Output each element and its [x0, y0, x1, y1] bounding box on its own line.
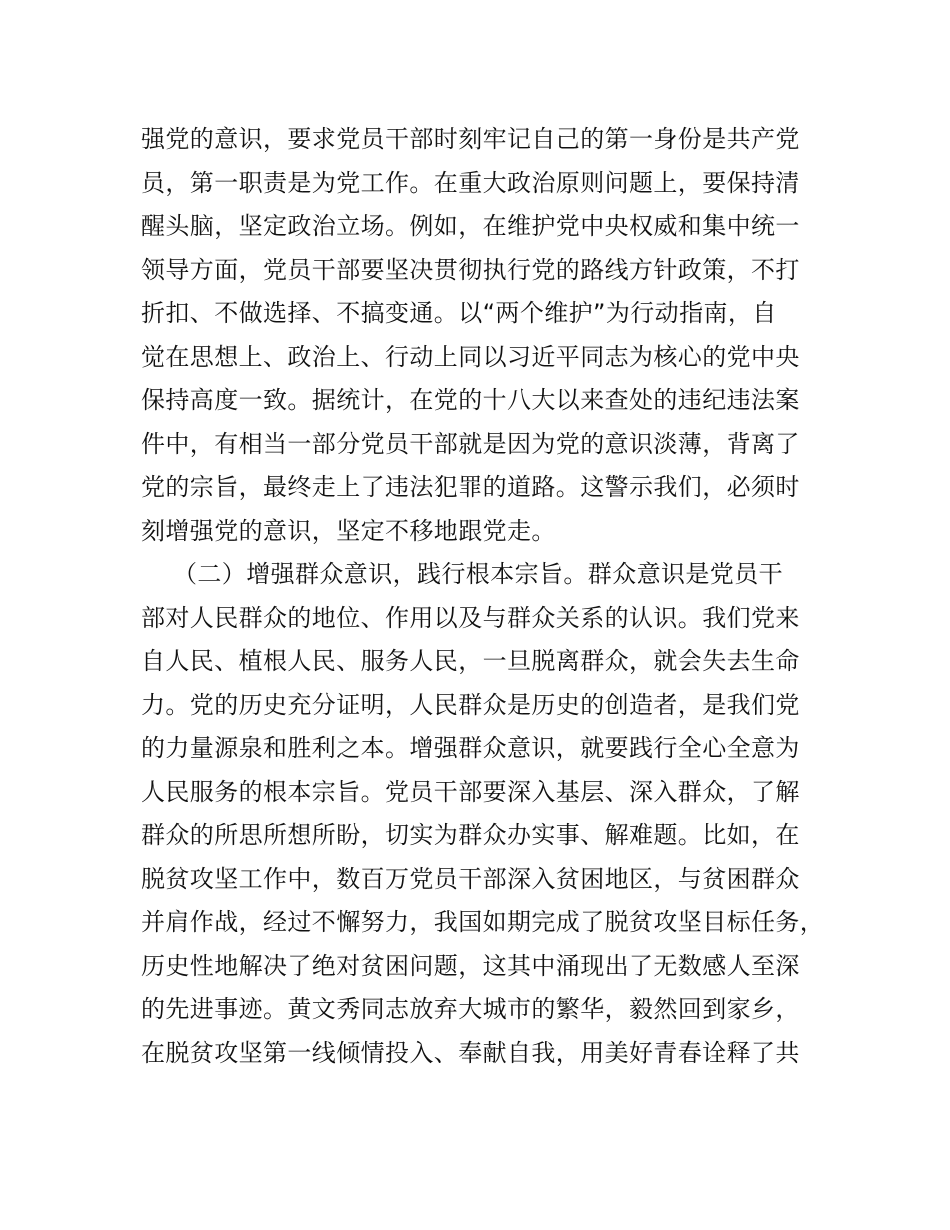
- text-line: 在脱贫攻坚第一线倾情投入、奉献自我，用美好青春诠释了共: [141, 1038, 800, 1067]
- text-line: 保持高度一致。据统计，在党的十八大以来查处的违纪违法案: [141, 386, 800, 414]
- text-line: 强党的意识，要求党员干部时刻牢记自己的第一身份是共产党: [141, 125, 800, 153]
- text-line: 部对人民群众的地位、作用以及与群众关系的认识。我们党来: [141, 603, 800, 632]
- document-body: [141, 118, 841, 1075]
- text-line: 的力量源泉和胜利之本。增强群众意识，就要践行全心全意为: [141, 734, 800, 762]
- section-heading-line: （二）增强群众意识，践行根本宗旨。群众意识是党员干: [173, 560, 783, 588]
- text-line: 力。党的历史充分证明，人民群众是历史的创造者，是我们党: [141, 690, 800, 719]
- text-line: 折扣、不做选择、不搞变通。以“两个维护”为行动指南，自: [141, 299, 777, 327]
- text-line: 件中，有相当一部分党员干部就是因为党的意识淡薄，背离了: [141, 429, 800, 458]
- text-line: 历史性地解决了绝对贫困问题，这其中涌现出了无数感人至深: [141, 951, 800, 980]
- text-line: 的先进事迹。黄文秀同志放弃大城市的繁华，毅然回到家乡，: [141, 995, 800, 1023]
- text-line: 人民服务的根本宗旨。党员干部要深入基层、深入群众，了解: [141, 777, 800, 806]
- text-line: 醒头脑，坚定政治立场。例如，在维护党中央权威和集中统一: [141, 212, 800, 240]
- text-line: 自人民、植根人民、服务人民，一旦脱离群众，就会失去生命: [141, 647, 800, 675]
- text-line: 脱贫攻坚工作中，数百万党员干部深入贫困地区，与贫困群众: [141, 864, 800, 893]
- text-line: 并肩作战，经过不懈努力，我国如期完成了脱贫攻坚目标任务，: [141, 908, 825, 936]
- text-line: 党的宗旨，最终走上了违法犯罪的道路。这警示我们，必须时: [141, 473, 800, 501]
- text-line: 觉在思想上、政治上、行动上同以习近平同志为核心的党中央: [141, 342, 800, 371]
- text-line: 领导方面，党员干部要坚决贯彻执行党的路线方针政策，不打: [141, 255, 800, 284]
- text-line: 群众的所思所想所盼，切实为群众办实事、解难题。比如，在: [141, 821, 800, 849]
- text-line: 刻增强党的意识，坚定不移地跟党走。: [141, 516, 556, 545]
- text-line: 员，第一职责是为党工作。在重大政治原则问题上，要保持清: [141, 168, 800, 197]
